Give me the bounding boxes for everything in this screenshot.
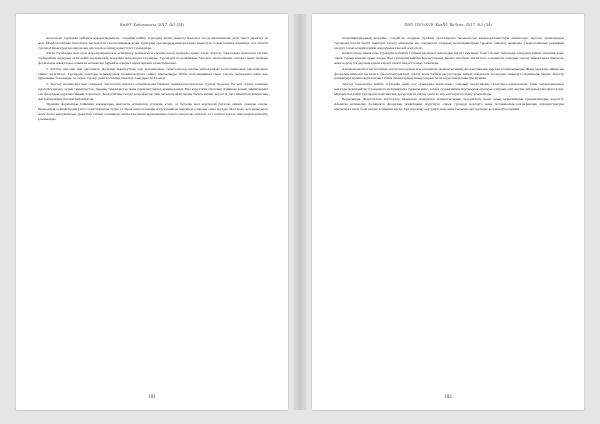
running-head: ISSN 1563-0218. KazNU Bulletin. 2017. №3 (54) <box>404 22 492 27</box>
paragraph: жоқтығын, тәрізділік пайдағы ыдырағандықтан, сондайақ кейбір түрлердің шегін анықтау мәселесі әлі де шешілмеген, оған тиісті деректер де жоқ. Морфологиялық белгілерге негізделген таксономиялық жүйе түрлердің арасындағы шекараларды анықтауда толық нәтиже бермейді, сол себепті түрлерді анықтауда молекулалық әдістерді қолдану қажеттілігі туындайды. <box>38 36 268 50</box>
paragraph: Қазіргі кезде аймақтағы түрлердің көпшілігі табиғи қауымдастықтардың негізгі құрамдас бөлігі болып табылады. Олардың ішінде эндемик және сирек түрлер ерекше орын алады. Бұл түрлердің кейбірі Қазақстанның Қызыл кітабына енгізілген, сондықтан олардың таралу аймақтарын нақтылау және қорғау бағдарламаларын әзірлеу өзекті міндет болып табылады. <box>334 51 564 66</box>
page-body <box>334 36 564 380</box>
paragraph: Тіршілік формалары бойынша көпжылдық шөптесін өсімдіктер үстемдік етеді, ал бұталар мен жартылай бұталар екінші орынды алады. Біржылдық өсімдіктердің үлесі салыстырмалы түрде аз, бірақ антропогендік әсер күшейген жерлерде олардың саны артады. Мал жаю, жол құрылысы және басқа шаруашылық әрекеттер табиғи өсімдіктер жамылғысының құрылымына елеулі өзгерістер енгізеді, сол себепті қорғау шараларын күшейту ұсынылады. <box>38 102 268 121</box>
paragraph: Зерттеу барысында кейбір түрлердің жаңа өсу орындары анықталып, олардың экологиялық талаптары нақтыланды. Өзен аңғарларындағы ылғалды мекендейтін түрлердің популяциялары тұрақты емес, себебі су деңгейінің маусымдық ауытқуы олардың өсіп-өнуіне айтарлықтай ықпал етеді. Мұндай жағдайда түрлердің генетикалық әртүрлілігін сақтау үшін ex situ әдістерін қолдану ұсынылады. <box>334 81 564 96</box>
paragraph: 3. Зерттеу нәтижелері мен талқылау. Зерттелген аумақта өсімдіктердің бірнеше тұқымдасқа жататын түрлері тіркелді. Ең көп түрлер санымен күрделігүлділер, астық тұқымдастар, бұршақ тұқымдастар және раушангүлділер ерекшеленеді. Бұл көрсеткіш Орталық Азияның жазық аймақтарына тән флоралық құрамды айқын көрсетеді. Экологиялық талдау ксерофиттер мен мезоксерофиттердің басым екенін көрсетті, бұл аймақтың климаттық жағдайларымен тікелей байланысты. <box>38 81 268 101</box>
page-number: 181 <box>148 395 156 400</box>
right-page <box>312 14 584 410</box>
page-body <box>38 36 268 380</box>
paragraph: Үйсін тоғайлары мен өзен жағалауларындағы өсімдіктер жамылғысы ерекше назар аударуды қажет етеді. Зерттеу барысында жиналған үлгілер гербарийлік өңдеуден өтіп, кейін зертханалық жағдайда жан-жақты талданды. Түрлердің географиялық таралуы, экологиялық топтары және тіршілік формалары анықталды, алынған нәтижелер бұрынғы әдебиет деректерімен салыстырылды. <box>38 51 268 66</box>
page-number: 182 <box>444 395 452 400</box>
paragraph: 2. Зерттеу нысаны мен әдістемесі. Далалық маршруттық әдіс қолданылып, сипаттамалар жалпы қабылданған геоботаникалық әдістемелерге сәйкес жүргізілді. Түрлердің атаулары халықаралық номенклатураға сәйкес нақтыланды. Әрбір популяцияның саны, таралу тығыздығы және жас құрылымы бағаланды, ал сирек түрлер үшін қосымша бақылау алаңдары белгіленді. <box>38 66 268 81</box>
running-head: ҚазҰУ Хабаршысы. 2017. №3 (54) <box>120 22 184 27</box>
book-gutter <box>294 14 306 410</box>
paragraph: Қорытынды. Жүргізілген зерттеулер аймақтың өсімдіктер жамылғысының әртүрлілігін және оның құрылымдық ерекшеліктерін көрсетті. Алынған нәтижелер болашақта флоралық мониторинг жүргізуге, сирек түрлерді қорғауға және ботаникалық-географиялық аудандастыруды нақтылауға негіз бола алады. Сонымен қатар, бұл деректер оқу үдерісінде және ғылыми зерттеулерде қолданылуы мүмкін. <box>334 97 564 112</box>
paragraph: Алынған мәліметтер негізінде зерттелген аумақтағы өсімдіктер жамылғысының флористикалық құрамы толықтырылды. Жаңа деректер аймақтың флорасын кешенді бағалауға, биоалуантүрлілікті сақтау және табиғи ресурстарды тиімді пайдалану жолдарын анықтауға мүмкіндік береді. Зерттеу нәтижелері ерекше қорғалатын табиғи аумақтардың шекараларын белгілеуде пайдаланылуы мүмкін. <box>334 66 564 81</box>
paragraph: популяцияларының жағдайы, сондай-ақ олардың тіршілік ортасындағы бәсекелестік қарым-қатынастары анықталды. Зерттеу аумағындағы түрлердің басым бөлігі шектеулі таралу аймағына ие, сондықтан олардың популяцияларын тұрақты бақылау маңызды. Гидрологиялық режимнің өзгеруі тоғай өсімдіктерінің жаңаруына тікелей әсер етеді. <box>334 36 564 50</box>
left-page <box>16 14 288 410</box>
